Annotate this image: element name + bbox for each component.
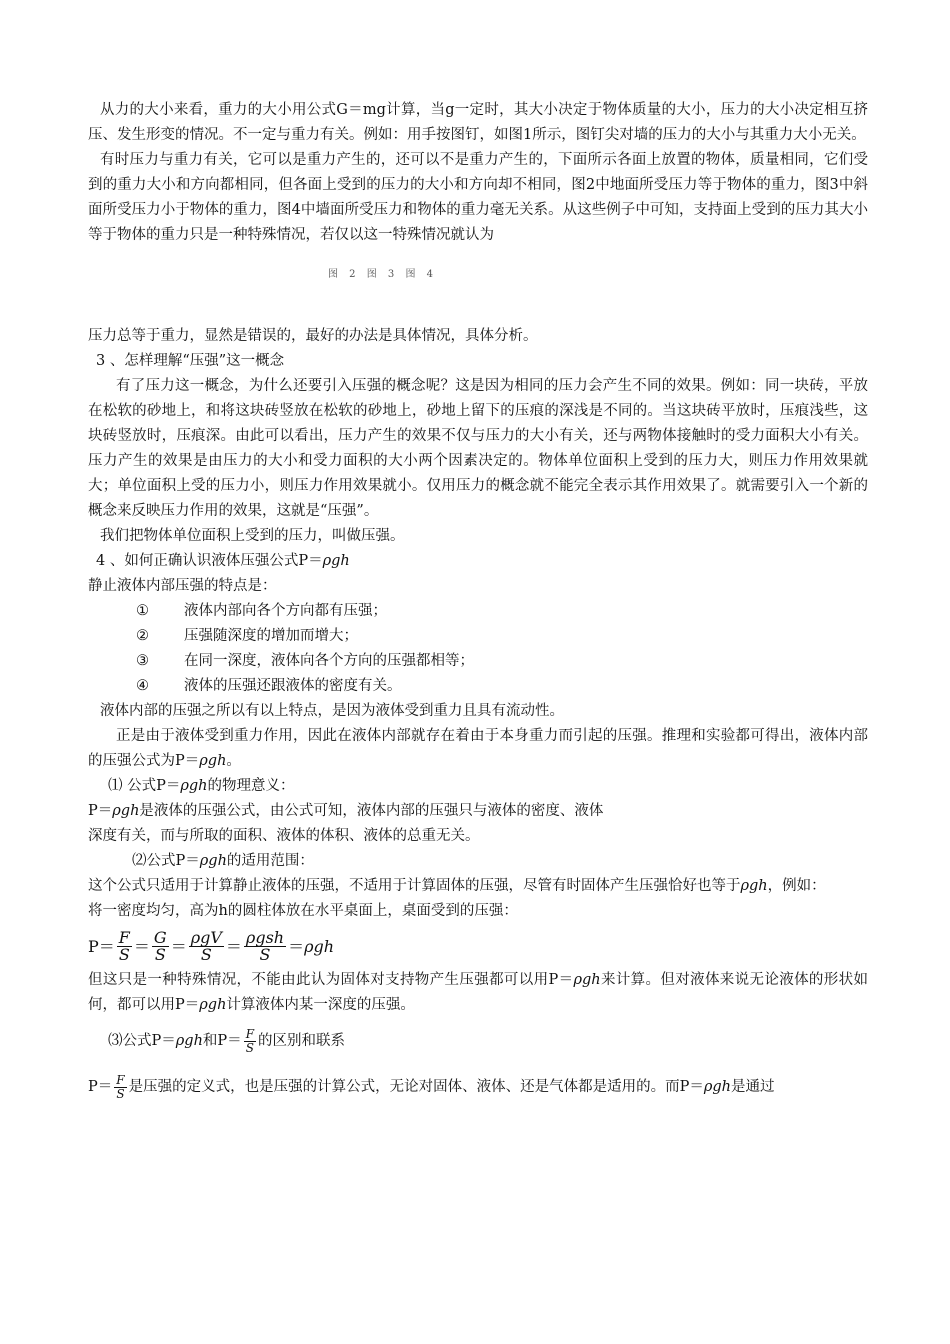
- heading-3: 3 、怎样理解“压强”这一概念: [96, 353, 285, 369]
- paragraph-2: 有时压力与重力有关，它可以是重力产生的，还可以不是重力产生的，下面所示各面上放置的物体，质量相同，它们受到的重力大小和方向都相同，但各面上受到的压力的大小和方向却不相同，图2中地面所受压力等于物体的重力，图3中斜面所受压力小于物体的重力，图4中墙面所受压力和物体的重力毫无关系。从这些例子中可知，支持面上受到的压力其大小等于物体的重力只是一种特殊情况，若仅以这一特殊情况就认为: [88, 152, 868, 243]
- denominator: S: [245, 1040, 254, 1055]
- s3-mid: 和P＝: [202, 1032, 242, 1049]
- numerator: F: [118, 927, 130, 947]
- p13-text-a: 但这只是一种特殊情况，不能由此认为固体对支持物产生压强都可以用P＝: [88, 972, 574, 988]
- denominator: S: [154, 944, 166, 964]
- s1-text: ⑴ 公式P＝: [108, 778, 181, 794]
- subheading-1: [88, 774, 868, 799]
- paragraph-14: [88, 1064, 868, 1110]
- eq-sign: ＝: [133, 936, 150, 956]
- numerator: ρgV: [190, 927, 222, 947]
- fraction-f-s: [114, 1074, 126, 1101]
- formula-rgh: ρgh: [573, 972, 601, 988]
- denominator: S: [259, 944, 271, 964]
- p14-end: 是通过: [731, 1078, 775, 1095]
- p9-p: P＝: [88, 803, 113, 819]
- heading-4: [88, 549, 868, 574]
- list-item: [88, 624, 868, 649]
- list-text: 液体内部向各个方向都有压强；: [184, 603, 387, 619]
- p14-p: P＝: [88, 1078, 113, 1095]
- formula-rgh: ρgh: [199, 853, 227, 869]
- paragraph-10: 深度有关，而与所取的面积、液体的体积、液体的总重无关。: [88, 828, 480, 844]
- list-number: ①: [136, 603, 149, 619]
- formula-rgh: ρgh: [180, 778, 208, 794]
- fraction-g-s: [152, 927, 169, 964]
- list-text: 液体的压强还跟液体的密度有关。: [184, 678, 402, 694]
- paragraph-13: [88, 968, 868, 1018]
- list-number: ③: [136, 653, 149, 669]
- numerator: F: [116, 1072, 125, 1087]
- feature-list: [88, 599, 868, 699]
- p13-text-b: 来计算。但对液体来说无论液体的形状如何，都可以用P＝: [88, 972, 868, 1013]
- list-item: [88, 674, 868, 699]
- list-text: 在同一深度，液体向各个方向的压强都相等；: [184, 653, 474, 669]
- eq-sign: ＝: [288, 936, 305, 956]
- denominator: S: [200, 944, 212, 964]
- fraction-rgv-s: [189, 927, 224, 964]
- list-number: ②: [136, 628, 149, 644]
- equation-cylinder: [88, 924, 868, 968]
- s1-end: 的物理意义：: [207, 778, 295, 794]
- denominator: S: [118, 944, 130, 964]
- list-item: [88, 649, 868, 674]
- denominator: S: [116, 1086, 125, 1101]
- heading-4-text: 4 、如何正确认识液体压强公式P＝: [96, 553, 323, 569]
- formula-rgh: ρgh: [703, 1078, 732, 1095]
- s3-text: ⑶公式P＝: [108, 1032, 176, 1049]
- paragraph-6: 静止液体内部压强的特点是：: [88, 578, 277, 594]
- list-text: 压强随深度的增加而增大；: [184, 628, 358, 644]
- p8-end: 。: [226, 753, 241, 769]
- list-number: ④: [136, 678, 149, 694]
- paragraph-7: 液体内部的压强之所以有以上特点，是因为液体受到重力且具有流动性。: [100, 703, 564, 719]
- paragraph-9: [88, 799, 868, 824]
- p9-text: 是液体的压强公式，由公式可知，液体内部的压强只与液体的密度、液体: [139, 803, 604, 819]
- paragraph-12: 将一密度均匀，高为h的圆柱体放在水平桌面上，桌面受到的压强：: [88, 903, 518, 919]
- fraction-f-s: [244, 1028, 256, 1055]
- figure-area: [88, 248, 868, 324]
- formula-rgh: ρgh: [740, 878, 768, 894]
- p8-text: 正是由于液体受到重力作用，因此在液体内部就存在着由于本身重力而引起的压强。推理和实验都可得出，液体内部的压强公式为P＝: [88, 728, 868, 769]
- subheading-2: [88, 849, 868, 874]
- fraction-f-s: [117, 927, 132, 964]
- eq-p: P＝: [88, 936, 115, 956]
- formula-rgh: ρgh: [112, 803, 140, 819]
- paragraph-5: 我们把物体单位面积上受到的压力，叫做压强。: [100, 528, 405, 544]
- p11-end: ，例如：: [767, 878, 826, 894]
- subheading-3: [88, 1018, 868, 1064]
- paragraph-4: 有了压力这一概念，为什么还要引入压强的概念呢？这是因为相同的压力会产生不同的效果。例如：同一块砖，平放在松软的砂地上，和将这块砖竖放在松软的砂地上，砂地上留下的压痕的深浅是不同的。当这块砖平放时，压痕浅些，这块砖竖放时，压痕深。由此可以看出，压力产生的效果不仅与压力的大小有关，还与两物体接触时的受力面积大小有关。压力产生的效果是由压力的大小和受力面积的大小两个因素决定的。物体单位面积上受到的压力大，则压力作用效果就大；单位面积上受的压力小，则压力作用效果就小。仅用压力的概念就不能完全表示其作用效果了。就需要引入一个新的概念来反映压力作用的效果，这就是“压强”。: [88, 378, 868, 519]
- paragraph-3: 压力总等于重力，显然是错误的，最好的办法是具体情况，具体分析。: [88, 328, 538, 344]
- formula-rgh: ρgh: [199, 997, 227, 1013]
- formula-rgh: ρgh: [322, 553, 350, 569]
- p13-text-c: 计算液体内某一深度的压强。: [226, 997, 415, 1013]
- formula-rgh: ρgh: [175, 1032, 203, 1049]
- paragraph-1: 从力的大小来看，重力的大小用公式G＝mg计算，当g一定时，其大小决定于物体质量的大小，压力的大小决定相互挤压、发生形变的情况。不一定与重力有关。例如：用手按图钉，如图1所示，图钉尖对墙的压力的大小与其重力大小无关。: [88, 102, 868, 143]
- document-page: [88, 98, 868, 1110]
- paragraph-11: [88, 874, 868, 899]
- eq-result: ρgh: [304, 936, 335, 956]
- eq-sign: ＝: [225, 936, 242, 956]
- s2-end: 的适用范围：: [226, 853, 314, 869]
- s3-end: 的区别和联系: [258, 1032, 346, 1049]
- p14-text: 是压强的定义式，也是压强的计算公式，无论对固体、液体、还是气体都是适用的。而P＝: [128, 1078, 704, 1095]
- fraction-rgsh-s: [244, 927, 286, 964]
- list-item: [88, 599, 868, 624]
- paragraph-8: [88, 724, 868, 774]
- p11-text: 这个公式只适用于计算静止液体的压强，不适用于计算固体的压强，尽管有时固体产生压强恰好也等于: [88, 878, 741, 894]
- s2-text: ⑵公式P＝: [132, 853, 200, 869]
- formula-rgh: ρgh: [199, 753, 227, 769]
- numerator: G: [153, 927, 167, 947]
- figure-caption: 图 2 图 3 图 4: [328, 269, 437, 280]
- numerator: ρgsh: [245, 927, 285, 947]
- numerator: F: [245, 1026, 255, 1041]
- eq-sign: ＝: [170, 936, 187, 956]
